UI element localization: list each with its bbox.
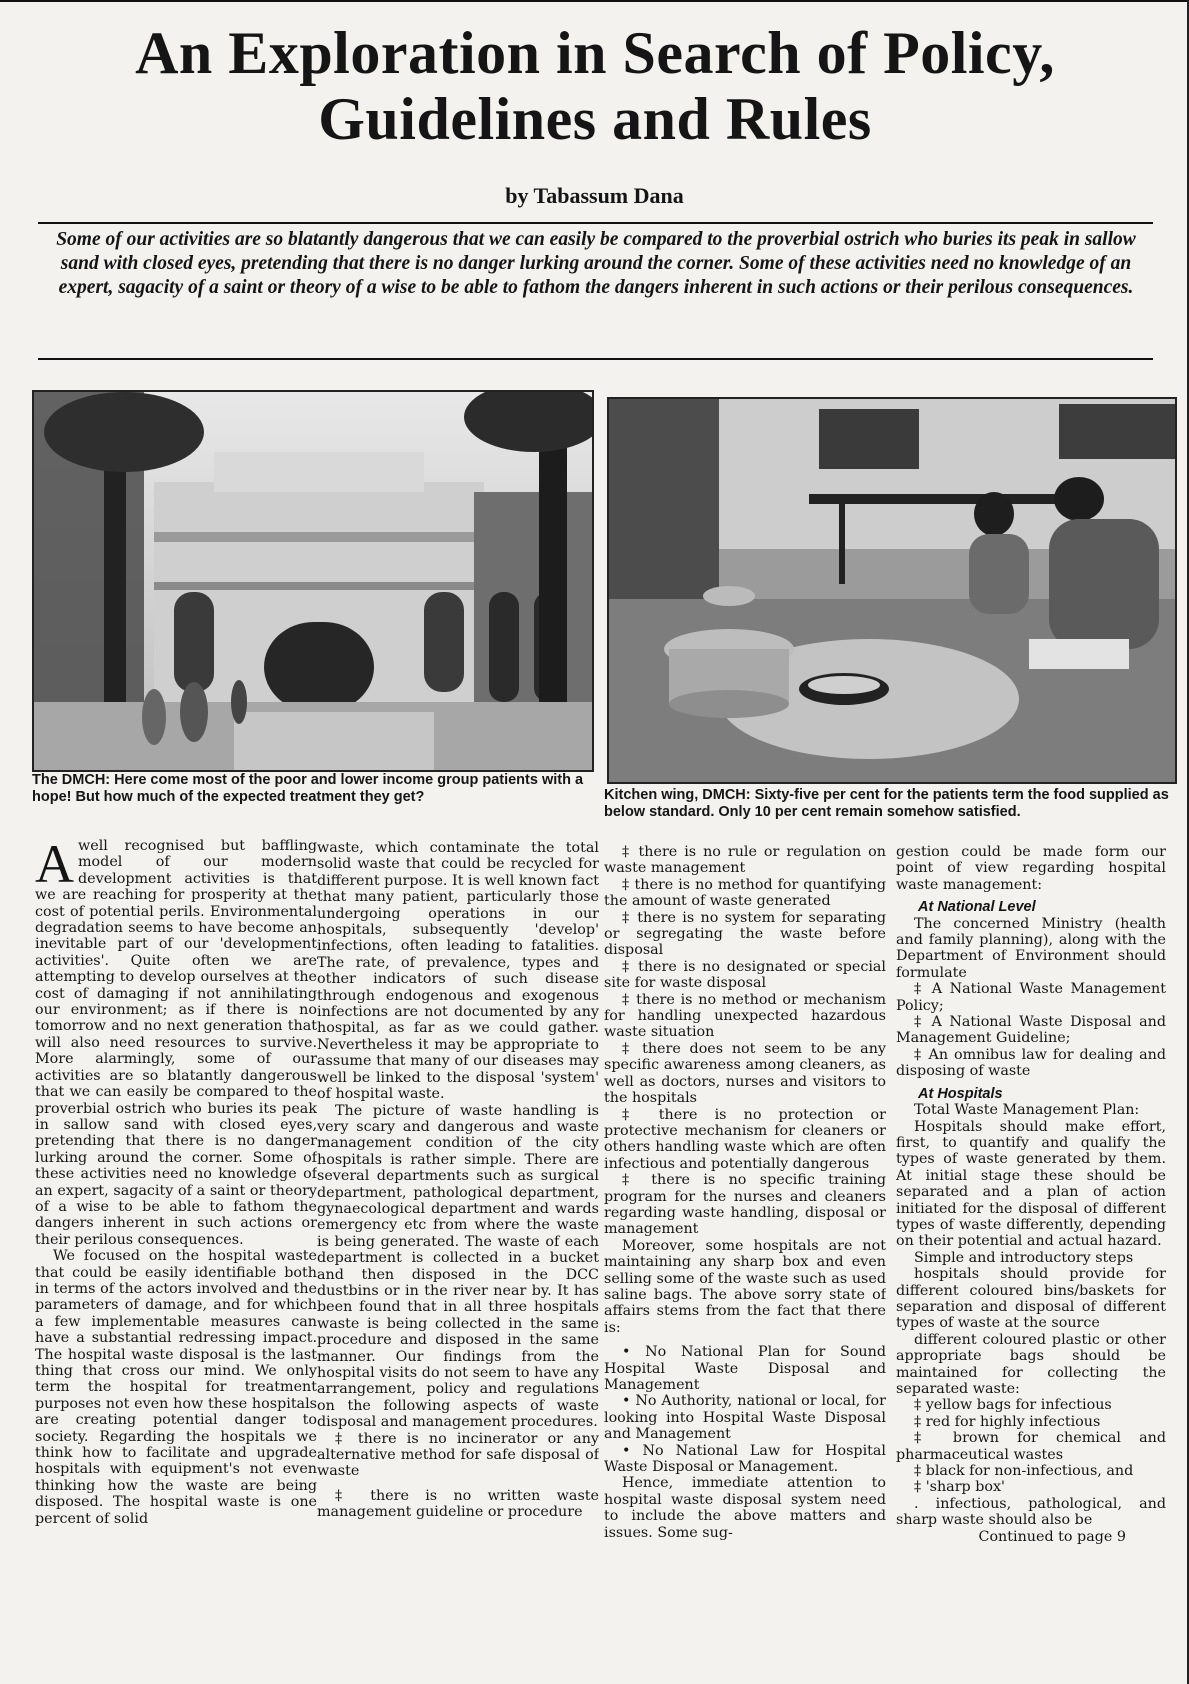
column-2 (317, 840, 599, 1680)
drop-cap: A (35, 838, 74, 894)
col4-para-3: Total Waste Management Plan: (914, 1102, 1140, 1119)
col3-bullet-1: ‡ there is no rule or regulation on waste management (604, 844, 886, 877)
byline: by Tabassum Dana (505, 183, 684, 208)
photo-kitchen-wing (607, 397, 1177, 784)
col3-dot-2: • No Authority, national or local, for looking into Hospital Waste Disposal and Management (604, 1393, 886, 1443)
col3-bullet-6: ‡ there does not seem to be any specific awareness among cleaners, as well as doctors, nurses and visitors to the hospitals (604, 1040, 886, 1107)
deck-text: Some of our activities are so blatantly dangerous that we can easily be compared to the proverbial ostrich who buries its peak in sallow sand with closed eyes, pretending that there is no danger lurking around the corner. Some of these activities need no knowledge of an expert, sagacity of a saint or theory of a wise to be able to fathom the dangers inherent in such actions or their perilous consequences. (56, 229, 1136, 298)
col3-bullet-4: ‡ there is no designated or special site for waste disposal (604, 958, 886, 992)
heading-national-level: At National Level (918, 899, 1036, 916)
col4-para-4: Hospitals should make effort, first, to quantify and qualify the types of waste generated by them. At initial stage these should be separated and a plan of action initiated for the disposal of different types of waste differently, depending on their potential and actual hazard. (896, 1118, 1166, 1250)
col1-para-1-text: well recognised but baffling model of our modern development activities is that we are reaching for prosperity at the cost of potential perils. Environmental degradation seems to have become an inevitable part of our 'development activities'. Quite often we are attempting to develop ourselves at the cost of damaging if not annihilating our environment; as if there is no tomorrow and no next generation that will also need resources to survive. More alarmingly, some of our activities are so blatantly dangerous that we can easily be compared to the proverbial ostrich who buries its peak in sallow sand with closed eyes, pretending that there is no danger lurking around the corner. Some of these activities need no knowledge of an expert, sagacity of a saint or theory of a wise to be able to fathom the dangers inherent in such actions or their perilous consequences. (35, 838, 317, 1248)
col3-bullet-2: ‡ there is no method for quantifying the amount of waste generated (604, 876, 886, 910)
col2-para-2: The picture of waste handling is very scary and dangerous and waste management condition of the city hospitals is rather simple. There are several departments such as surgical department, pathological department, gynaecological department and wards emergency etc from where the waste is being generated. The waste of each department is collected in a bucket and then disposed in the DCC dustbins or in the river near by. It has been found that in all three hospitals waste is being collected in the same procedure and disposed in the same manner. Our findings from the hospital visits do not seem to have any arrangement, policy and regulations on the following aspects of waste disposal and management procedures. (317, 1102, 599, 1431)
col4-para-6: hospitals should provide for different coloured bins/baskets for separation and disposal of different types of waste at the source (896, 1266, 1166, 1332)
col2-bullet-2: ‡ there is no written waste management guideline or procedure (317, 1487, 599, 1521)
continued-note: Continued to page 9 (978, 1528, 1126, 1545)
col4-para-1: gestion could be made form our point of view regarding hospital waste management: (896, 844, 1166, 893)
heading-at-hospitals: At Hospitals (918, 1085, 1003, 1102)
col4-para-5: Simple and introductory steps (914, 1249, 1134, 1266)
caption-hospital: The DMCH: Here come most of the poor and lower income group patients with a hope! But how much of the expected treatment they get? (32, 772, 584, 805)
top-border (0, 0, 1189, 2)
col3-bullet-3: ‡ there is no system for separating or segregating the waste before disposal (604, 909, 886, 959)
col4-national-3: ‡ An omnibus law for dealing and disposing of waste (896, 1046, 1166, 1080)
col4-colour-2: ‡ red for highly infectious (914, 1413, 1101, 1430)
col4-para-2: The concerned Ministry (health and family planning), along with the Department of Environment should formulate (896, 915, 1166, 981)
article-title: An Exploration in Search of Policy, Guidelines and Rules (135, 20, 1055, 152)
column-3 (604, 844, 886, 1684)
col2-para-1: waste, which contaminate the total solid waste that could be recycled for different purpose. It is well known fact that many patient, particularly those undergoing operations in our hospitals, subsequently 'develop' infections, often leading to fatalities. The rate, of prevalence, types and other indicators of such disease through endogenous and exogenous infections are not documented by any hospital, as far as we could gather. Nevertheless it may be appropriate to assume that many of our diseases may well be linked to the disposal 'system' of hospital waste. (317, 840, 599, 1103)
col2-gap (317, 1480, 599, 1488)
col3-dot-3: • No National Law for Hospital Waste Disposal or Management. (604, 1442, 886, 1476)
col3-para-1: Moreover, some hospitals are not maintaining any sharp box and even selling some of the waste such as used saline bags. The above sorry state of affairs stems from the fact that there is: (604, 1237, 886, 1336)
col4-colour-4: ‡ black for non-infectious, and (914, 1463, 1134, 1480)
col3-bullet-5: ‡ there is no method or mechanism for handling unexpected hazardous waste situation (604, 991, 886, 1041)
col1-para-2: We focused on the hospital waste that could be easily identifiable both in terms of the actors involved and the parameters of damage, and for which a few implementable measures can have a substantial redressing impact. The hospital waste disposal is the last thing that cross our mind. We only term the hospital for treatment purposes not even how these hospitals are creating potential danger to society. Regarding the hospitals we think how to facilitate and upgrade hospitals with equipment's not even thinking how the waste are being disposed. The hospital waste is one percent of solid (35, 1248, 317, 1527)
col4-colour-1: ‡ yellow bags for infectious (914, 1397, 1112, 1414)
col4-national-1: ‡ A National Waste Management Policy; (896, 981, 1166, 1014)
col2-bullet-1: ‡ there is no incinerator or any alternative method for safe disposal of waste (317, 1430, 599, 1480)
col4-para-7: different coloured plastic or other appropriate bags should be maintained for collecting the separated waste: (896, 1331, 1166, 1397)
col4-colour-5: ‡ 'sharp box' (914, 1479, 1005, 1496)
deck-rule-top (38, 222, 1153, 224)
col4-para-8: . infectious, pathological, and sharp waste should also be (896, 1495, 1166, 1529)
col3-gap (604, 1336, 886, 1344)
col3-para-2: Hence, immediate attention to hospital waste disposal system need to include the above matters and issues. Some sug- (604, 1475, 886, 1541)
column-1 (35, 838, 317, 1678)
column-4 (896, 844, 1166, 1684)
photo-hospital-building (32, 390, 594, 772)
col3-bullet-8: ‡ there is no specific training program for the nurses and cleaners regarding waste handling, disposal or management (604, 1172, 886, 1238)
col1-para-1 (35, 838, 317, 1248)
caption-kitchen: Kitchen wing, DMCH: Sixty-five per cent for the patients term the food supplied as below standard. Only 10 per cent remain somehow satisfied. (604, 787, 1169, 820)
col4-colour-3: ‡ brown for chemical and pharmaceutical wastes (896, 1430, 1166, 1463)
col3-dot-1: • No National Plan for Sound Hospital Waste Disposal and Management (604, 1344, 886, 1393)
deck-rule-bottom (38, 358, 1153, 360)
col3-bullet-7: ‡ there is no protection or protective mechanism for cleaners or others handling waste which are often infectious and potentially dangerous (604, 1106, 886, 1172)
col4-national-2: ‡ A National Waste Disposal and Management Guideline; (896, 1014, 1166, 1047)
